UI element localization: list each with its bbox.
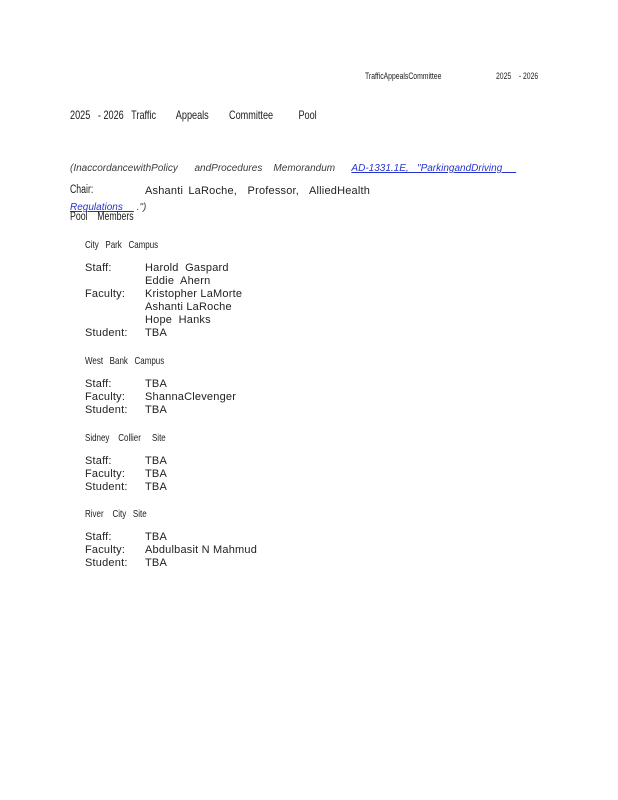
member-row-staff [85,262,242,288]
row-label: Faculty: [85,288,126,300]
member-row-faculty [85,288,242,327]
row-label: Staff: [85,262,112,274]
member-name: TBA [145,481,167,493]
member-name: TBA [145,468,167,480]
section-heading: River City Site [85,508,147,520]
section-heading: City Park Campus [85,239,159,251]
row-label: Student: [85,404,128,416]
member-row-faculty [85,468,191,481]
member-name: TBA [145,531,167,543]
policy-prefix: (InaccordancewithPolicy andProcedures Memorandum [70,163,352,174]
member-name: TBA [145,557,167,569]
section-rows [85,455,191,494]
section-heading: West Bank Campus [85,355,165,367]
row-label: Faculty: [85,468,126,480]
chair-value: Ashanti LaRoche, Professor, AlliedHealth [145,185,371,197]
section-heading: Sidney Collier Site [85,432,166,444]
member-name: Hope Hanks [145,314,211,326]
section-rows [85,262,242,340]
member-name: Kristopher LaMorte [145,288,243,300]
row-values [145,531,167,544]
row-label: Student: [85,481,128,493]
policy-suffix: .") [133,202,147,213]
member-row-staff [85,531,257,544]
member-name: TBA [145,455,167,467]
member-row-faculty [85,544,257,557]
member-row-staff [85,455,191,468]
member-row-student [85,327,242,340]
row-label: Student: [85,327,128,339]
member-row-staff [85,378,236,391]
member-name: Abdulbasit N Mahmud [145,544,258,556]
page-title: 2025 - 2026 Traffic Appeals Committee Pool [70,108,317,122]
row-label: Faculty: [85,391,126,403]
section-city-park-campus [85,239,242,340]
row-values [145,327,167,340]
row-values [145,544,257,557]
row-values [145,288,242,327]
row-values [145,262,229,288]
member-row-student [85,404,236,417]
member-row-faculty [85,391,236,404]
member-name: Ashanti LaRoche [145,301,232,313]
section-rows [85,378,236,417]
row-values [145,378,167,391]
chair-label: Chair: [70,184,94,196]
policy-line-2 [70,201,516,214]
member-name: TBA [145,404,167,416]
section-west-bank-campus [85,355,236,417]
policy-memo-link-continued[interactable]: Regulations [70,202,134,213]
section-sidney-collier-site [85,432,191,494]
member-name: TBA [145,378,167,390]
running-header-years: 2025 - 2026 [496,71,539,81]
running-header-title: TrafficAppealsCommittee [365,71,442,81]
row-label: Student: [85,557,128,569]
member-name: TBA [145,327,167,339]
policy-line-1 [70,162,516,175]
member-row-student [85,481,191,494]
member-name: ShannaClevenger [145,391,237,403]
row-values [145,391,236,404]
section-river-city-site [85,508,257,570]
policy-memo-link[interactable]: AD-1331.1E, "ParkingandDriving [351,163,517,174]
row-label: Staff: [85,378,112,390]
member-name: Eddie Ahern [145,275,211,287]
row-label: Staff: [85,531,112,543]
pool-members-heading: Pool Members [70,211,134,223]
row-label: Staff: [85,455,112,467]
section-rows [85,531,257,570]
row-values [145,481,167,494]
member-row-student [85,557,257,570]
row-values [145,404,167,417]
row-label: Faculty: [85,544,126,556]
row-values [145,468,167,481]
member-name: Harold Gaspard [145,262,229,274]
row-values [145,455,167,468]
row-values [145,557,167,570]
